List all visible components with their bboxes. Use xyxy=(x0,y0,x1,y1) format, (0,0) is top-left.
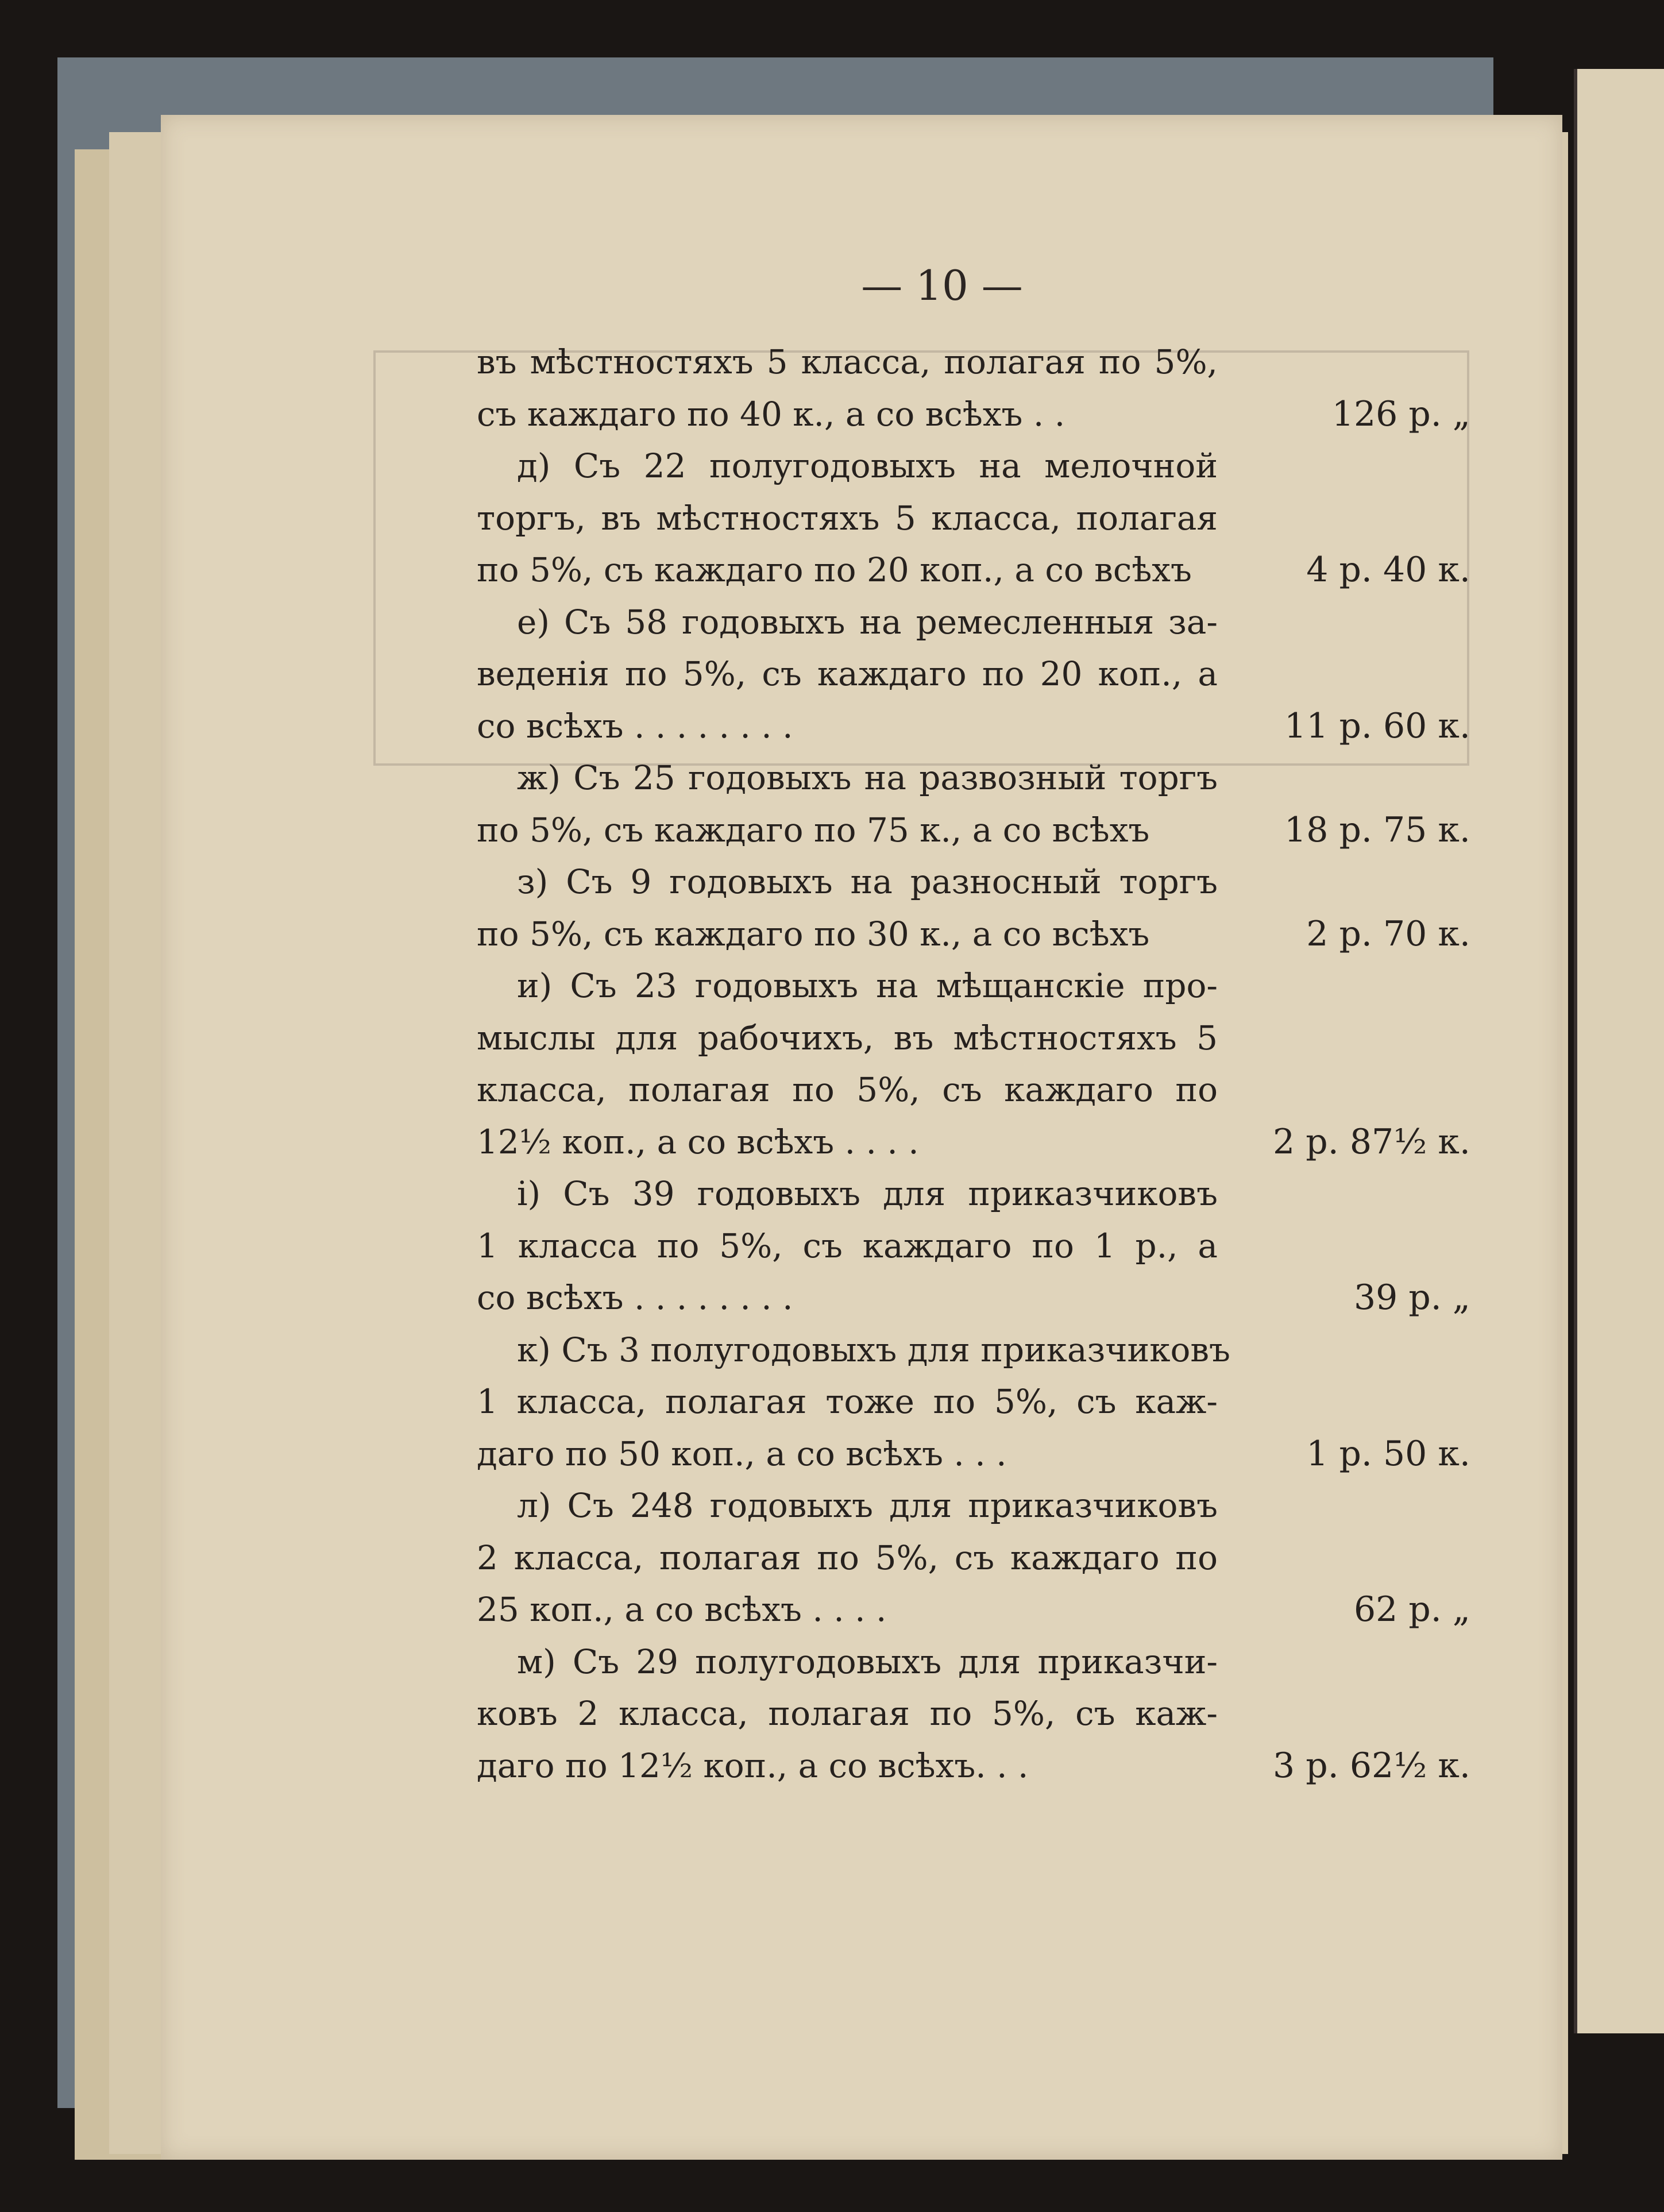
entry-line xyxy=(477,804,1470,856)
entry-line xyxy=(477,1220,1453,1272)
entry-line xyxy=(477,1584,1470,1636)
entry-line xyxy=(477,388,1470,441)
entry-line xyxy=(477,1636,1453,1688)
page-number: — 10 — xyxy=(861,261,1023,310)
entry-line xyxy=(477,492,1453,545)
entry-line xyxy=(477,1428,1470,1480)
entry-text: 1 класса, полагая тоже по 5%, съ каж- xyxy=(477,1382,1218,1421)
entry-line xyxy=(477,960,1453,1012)
entry-line xyxy=(477,1272,1470,1324)
tax-entries xyxy=(477,336,1470,1792)
entry-text: е) Съ 58 годовыхъ на ремесленныя за- xyxy=(517,602,1218,642)
entry-line xyxy=(477,648,1453,700)
entry-text: л) Съ 248 годовыхъ для приказчиковъ xyxy=(517,1486,1218,1525)
entry-line xyxy=(477,1480,1453,1532)
entry-text: 2 класса, полагая по 5%, съ каждаго по xyxy=(477,1538,1218,1577)
entry-text: веденія по 5%, съ каждаго по 20 коп., а xyxy=(477,654,1218,693)
facing-page-edge xyxy=(1574,69,1664,2033)
entry-text: даго по 12½ коп., а со всѣхъ. . . xyxy=(477,1746,1029,1785)
entry-text: по 5%, съ каждаго по 30 к., а со всѣхъ xyxy=(477,914,1150,953)
entry-amount: 3 р. 62½ к. xyxy=(1273,1745,1470,1786)
entry-line xyxy=(477,544,1470,596)
entry-line xyxy=(477,1168,1453,1220)
entry-line xyxy=(477,908,1470,960)
entry-text: з) Съ 9 годовыхъ на разносный торгъ xyxy=(517,862,1218,901)
entry-line xyxy=(477,1012,1453,1064)
entry-amount: 4 р. 40 к. xyxy=(1306,550,1470,590)
entry-amount: 18 р. 75 к. xyxy=(1284,809,1470,850)
entry-text: 12½ коп., а со всѣхъ . . . . xyxy=(477,1122,919,1161)
entry-amount: 2 р. 70 к. xyxy=(1306,913,1470,954)
entry-line xyxy=(477,700,1470,752)
entry-text: со всѣхъ . . . . . . . . xyxy=(477,1278,793,1317)
entry-text: 25 коп., а со всѣхъ . . . . xyxy=(477,1590,887,1629)
entry-text: д) Съ 22 полугодовыхъ на мелочной xyxy=(517,446,1218,485)
entry-text: со всѣхъ . . . . . . . . xyxy=(477,706,793,746)
entry-line xyxy=(477,1740,1470,1792)
entry-text: к) Съ 3 полугодовыхъ для приказчиковъ xyxy=(517,1330,1230,1369)
entry-text: ж) Съ 25 годовыхъ на развозный торгъ xyxy=(517,758,1218,797)
entry-line xyxy=(477,336,1453,388)
entry-text: въ мѣстностяхъ 5 класса, полагая по 5%, xyxy=(477,342,1218,381)
entry-text: торгъ, въ мѣстностяхъ 5 класса, полагая xyxy=(477,498,1218,538)
entry-amount: 39 р. „ xyxy=(1353,1277,1470,1318)
entry-text: м) Съ 29 полугодовыхъ для приказчи- xyxy=(517,1642,1218,1681)
entry-line xyxy=(477,1116,1470,1168)
entry-line xyxy=(477,440,1453,492)
entry-text: класса, полагая по 5%, съ каждаго по xyxy=(477,1070,1218,1109)
entry-amount: 62 р. „ xyxy=(1353,1589,1470,1630)
entry-text: ковъ 2 класса, полагая по 5%, съ каж- xyxy=(477,1694,1218,1733)
entry-text: даго по 50 коп., а со всѣхъ . . . xyxy=(477,1434,1007,1473)
entry-line xyxy=(477,1376,1453,1428)
entry-amount: 11 р. 60 к. xyxy=(1284,705,1470,746)
entry-text: і) Съ 39 годовыхъ для приказчиковъ xyxy=(517,1174,1218,1213)
entry-text: и) Съ 23 годовыхъ на мѣщанскіе про- xyxy=(517,966,1218,1005)
entry-line xyxy=(477,856,1453,908)
entry-line xyxy=(477,596,1453,648)
entry-line xyxy=(477,1532,1453,1584)
entry-line xyxy=(477,752,1453,804)
entry-text: по 5%, съ каждаго по 20 коп., а со всѣхъ xyxy=(477,550,1192,589)
entry-line xyxy=(477,1688,1453,1740)
entry-line xyxy=(477,1064,1453,1116)
entry-text: 1 класса по 5%, съ каждаго по 1 р., а xyxy=(477,1226,1218,1265)
entry-text: по 5%, съ каждаго по 75 к., а со всѣхъ xyxy=(477,810,1150,850)
entry-amount: 1 р. 50 к. xyxy=(1306,1433,1470,1474)
entry-amount: 2 р. 87½ к. xyxy=(1273,1121,1470,1162)
entry-amount: 126 р. „ xyxy=(1331,393,1470,434)
entry-text: мыслы для рабочихъ, въ мѣстностяхъ 5 xyxy=(477,1018,1218,1057)
entry-text: съ каждаго по 40 к., а со всѣхъ . . xyxy=(477,394,1065,434)
entry-line xyxy=(477,1324,1453,1376)
